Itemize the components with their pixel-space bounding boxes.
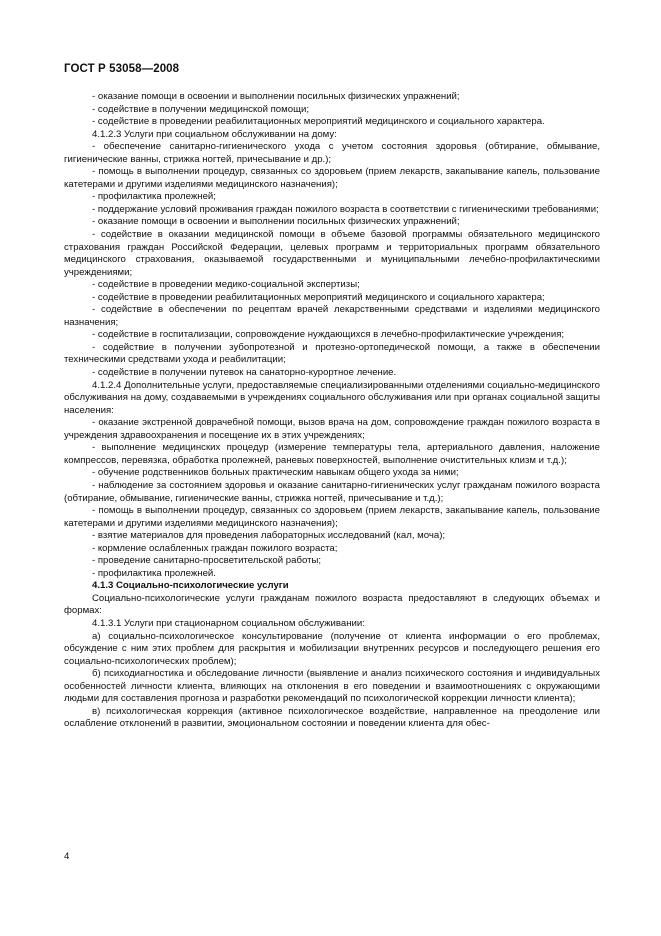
section-heading: 4.1.3 Социально-психологические услуги (92, 580, 289, 592)
page-number: 4 (64, 851, 70, 862)
paragraph: 4.1.3.1 Услуги при стационарном социальном обслуживании: (92, 617, 365, 629)
paragraph: б) психодиагностика и обследование личности (выявление и анализ психического состояния и индивидуальных особенностей личности клиента, влияющих на отклонения в его поведении и взаимоотношениях с окружающими людьми для составления прогноза и разработки рекомендаций по психологической коррекции личности клиента); (64, 668, 600, 705)
paragraph: - содействие в обеспечении по рецептам врачей лекарственными средствами и изделиями медицинского назначения; (64, 304, 600, 328)
paragraph: - содействие в проведении медико-социальной экспертизы; (92, 279, 360, 291)
paragraph: а) социально-психологическое консультирование (получение от клиента информации о его проблемах, обсуждение с ним этих проблем для раскрытия и мобилизации внутренних ресурсов и последующего решения его социально-психологических проблем); (64, 630, 600, 667)
paragraph: - оказание помощи в освоении и выполнении посильных физических упражнений; (92, 216, 460, 228)
paragraph: - содействие в оказании медицинской помощи в объеме базовой программы обязательного медицинского страхования граждан Российской Федерации, целевых программ и территориальных программ обязательного медицинского страхования, оказываемой государственными и муниципальными лечебно-профилактическими учреждениями; (64, 229, 600, 278)
paragraph: - проведение санитарно-просветительской работы; (92, 555, 322, 567)
paragraph: - оказание помощи в освоении и выполнении посильных физических упражнений; (92, 91, 460, 102)
paragraph: - поддержание условий проживания граждан пожилого возраста в соответствии с гигиеническими требованиями; (92, 203, 599, 215)
paragraph: - содействие в получении путевок на санаторно-курортное лечение. (92, 367, 397, 379)
document-header: ГОСТ Р 53058—2008 (64, 63, 180, 75)
document-body (64, 91, 600, 731)
paragraph: - обеспечение санитарно-гигиенического ухода с учетом состояния здоровья (обтирание, обмывание, гигиенические ванны, стрижка ногтей, причесывание и др.); (64, 141, 600, 165)
paragraph: Социально-психологические услуги гражданам пожилого возраста предоставляют в следующих объемах и формах: (64, 592, 600, 617)
paragraph: - взятие материалов для проведения лабораторных исследований (кал, моча); (92, 530, 446, 542)
paragraph: 4.1.2.3 Услуги при социальном обслуживании на дому: (92, 128, 337, 140)
paragraph: - помощь в выполнении процедур, связанных со здоровьем (прием лекарств, закапывание капель, пользование катетерами и другими изделиями медицинского назначения); (64, 166, 600, 190)
paragraph: - содействие в получении медицинской помощи; (92, 103, 309, 115)
paragraph: - профилактика пролежней; (92, 191, 216, 203)
paragraph: - содействие в проведении реабилитационных мероприятий медицинского и социального характера. (92, 116, 545, 128)
paragraph: - содействие в получении зубопротезной и протезно-ортопедической помощи, а также в обеспечении техническими средствами ухода и реабилитации; (64, 341, 600, 366)
paragraph: - содействие в проведении реабилитационных мероприятий медицинского и социального характера; (92, 291, 545, 303)
paragraph: - выполнение медицинских процедур (измерение температуры тела, артериального давления, наложение компрессов, перевязка, обработка пролежней, раневых поверхностей, выполнение очистительных клизм и т.д.); (64, 442, 600, 466)
paragraph: - обучение родственников больных практическим навыкам общего ухода за ними; (92, 467, 459, 479)
paragraph: - профилактика пролежней. (92, 567, 216, 579)
paragraph: - кормление ослабленных граждан пожилого возраста; (92, 542, 338, 554)
paragraph: - помощь в выполнении процедур, связанных со здоровьем (прием лекарств, закапывание капель, пользование катетерами и другими изделиями медицинского назначения); (64, 505, 600, 529)
paragraph: - наблюдение за состоянием здоровья и оказание санитарно-гигиенических услуг гражданам пожилого возраста (обтирание, обмывание, гигиенические ванны, стрижка ногтей, причесывание и т.д.); (64, 479, 600, 504)
paragraph: - оказание экстренной доврачебной помощи, вызов врача на дом, сопровождение граждан пожилого возраста в учреждения здравоохранения и посещение их в этих учреждениях; (64, 417, 600, 441)
paragraph: 4.1.2.4 Дополнительные услуги, предоставляемые специализированными отделениями социально-медицинского обслуживания на дому, создаваемыми в учреждениях социального обслуживания или при органах социальной защиты населения: (64, 379, 600, 416)
paragraph: - содействие в госпитализации, сопровождение нуждающихся в лечебно-профилактические учреждения; (92, 329, 565, 341)
paragraph: в) психологическая коррекция (активное психологическое воздействие, направленное на преодоление или ослабление отклонений в развитии, эмоциональном состоянии и поведении клиента для обес- (64, 705, 600, 730)
